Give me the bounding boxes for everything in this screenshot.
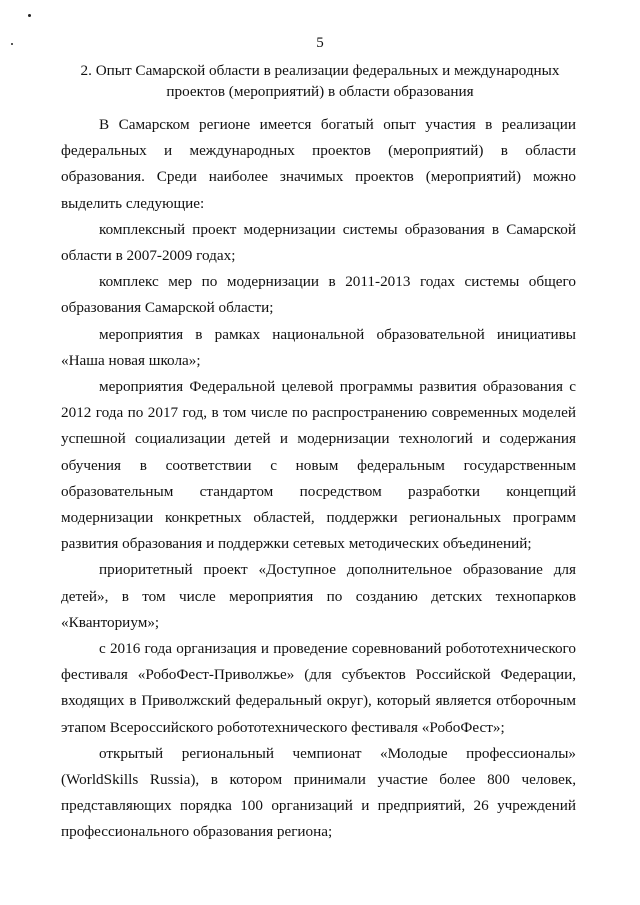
document-body: [61, 112, 576, 846]
list-item: с 2016 года организация и проведение соревнований робототехнического фестиваля «РобоФест-Приволжье» (для субъектов Российской Федерации, входящих в Приволжский федеральный округ), который является отборочным этапом Всероссийского робототехнического фестиваля «РобоФест»;: [61, 640, 576, 736]
section-heading: [60, 60, 580, 102]
list-item: открытый региональный чемпионат «Молодые профессионалы» (WorldSkills Russia), в котором принимали участие более 800 человек, представляющих порядка 100 организаций и предприятий, 26 учреждений профессионального образования региона;: [61, 744, 576, 841]
page-number: 5: [316, 35, 324, 51]
list-item: комплекс мер по модернизации в 2011-2013 годах системы общего образования Самарской области;: [61, 273, 576, 317]
section-heading-line: 2. Опыт Самарской области в реализации федеральных и международных: [80, 62, 560, 79]
list-item: комплексный проект модернизации системы образования в Самарской области в 2007-2009 годах;: [61, 220, 576, 265]
scan-speck: [28, 14, 31, 17]
list-item: приоритетный проект «Доступное дополнительное образование для детей», в том числе мероприятия по созданию детских технопарков «Кванториум»;: [61, 561, 576, 631]
section-heading-line: проектов (мероприятий) в области образования: [166, 83, 474, 100]
paragraph-intro: В Самарском регионе имеется богатый опыт участия в реализации федеральных и международных проектов (мероприятий) в области образования. Среди наиболее значимых проектов (мероприятий) можно выделить следующие:: [61, 116, 576, 212]
list-item: мероприятия Федеральной целевой программы развития образования с 2012 года по 2017 год, в том числе по распространению современных моделей успешной социализации детей и модернизации технологий и содержания обучения в соответствии с новым федеральным государственным образовательным стандартом посредством разработки концепций модернизации конкретных областей, поддержки региональных программ развития образования и поддержки сетевых методических объединений;: [61, 378, 576, 553]
list-item: мероприятия в рамках национальной образовательной инициативы «Наша новая школа»;: [61, 325, 576, 369]
